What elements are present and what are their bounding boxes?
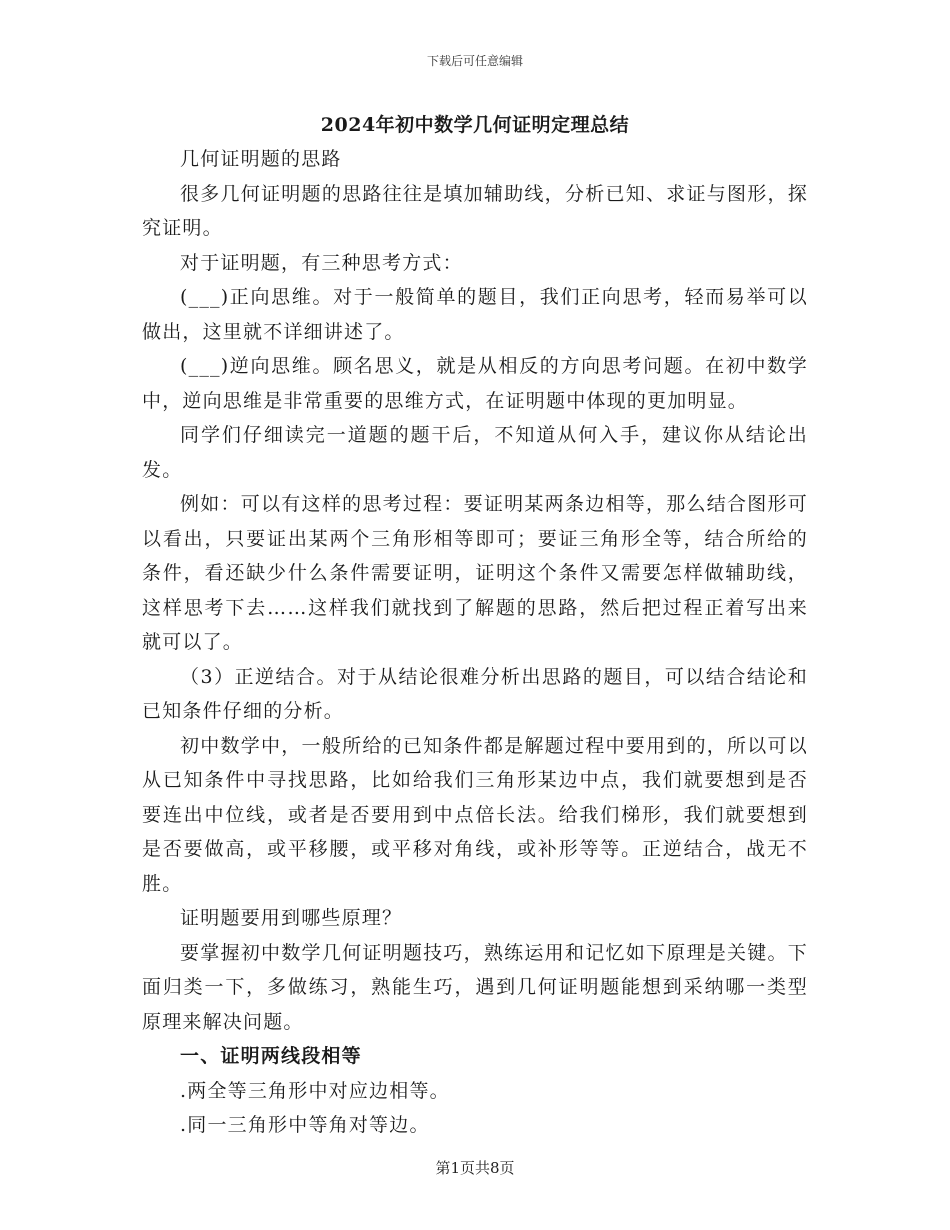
page-header: 下载后可任意编辑: [426, 54, 523, 68]
paragraph-list: [142, 142, 808, 1143]
paragraph: （3）正逆结合。对于从结论很难分析出思路的题目，可以结合结论和已知条件仔细的分析。: [142, 665, 808, 722]
document-body: [142, 108, 808, 1143]
section-heading: 一、证明两线段相等: [180, 1045, 362, 1067]
paragraph: 要掌握初中数学几何证明题技巧，熟练运用和记忆如下原理是关键。下面归类一下，多做练习，熟能生巧，遇到几何证明题能想到采纳哪一类型原理来解决问题。: [142, 941, 808, 1033]
paragraph: .两全等三角形中对应边相等。: [180, 1079, 450, 1102]
page-footer: 第1页共8页: [435, 1159, 515, 1177]
paragraph: 几何证明题的思路: [180, 148, 342, 170]
paragraph: .同一三角形中等角对等边。: [180, 1114, 430, 1136]
paragraph: 例如：可以有这样的思考过程：要证明某两条边相等，那么结合图形可以看出，只要证出某两个三角形相等即可；要证三角形全等，结合所给的条件，看还缺少什么条件需要证明，证明这个条件又需要怎样做辅助线，这样思考下去……这样我们就找到了解题的思路，然后把过程正着写出来就可以了。: [142, 493, 808, 653]
paragraph: 很多几何证明题的思路往往是填加辅助线，分析已知、求证与图形，探究证明。: [142, 182, 808, 239]
paragraph: (___)逆向思维。顾名思义，就是从相反的方向思考问题。在初中数学中，逆向思维是非常重要的思维方式，在证明题中体现的更加明显。: [142, 355, 808, 412]
paragraph: 证明题要用到哪些原理？: [180, 907, 403, 929]
paragraph: 同学们仔细读完一道题的题干后，不知道从何入手，建议你从结论出发。: [142, 424, 808, 481]
document-title: 2024年初中数学几何证明定理总结: [320, 114, 630, 136]
paragraph: 对于证明题，有三种思考方式：: [180, 251, 463, 274]
paragraph: 初中数学中，一般所给的已知条件都是解题过程中要用到的，所以可以从已知条件中寻找思路，比如给我们三角形某边中点，我们就要想到是否要连出中位线，或者是否要用到中点倍长法。给我们梯形，我们就要想到是否要做高，或平移腰，或平移对角线，或补形等等。正逆结合，战无不胜。: [142, 734, 808, 895]
paragraph: (___)正向思维。对于一般简单的题目，我们正向思考，轻而易举可以做出，这里就不详细讲述了。: [142, 286, 808, 343]
